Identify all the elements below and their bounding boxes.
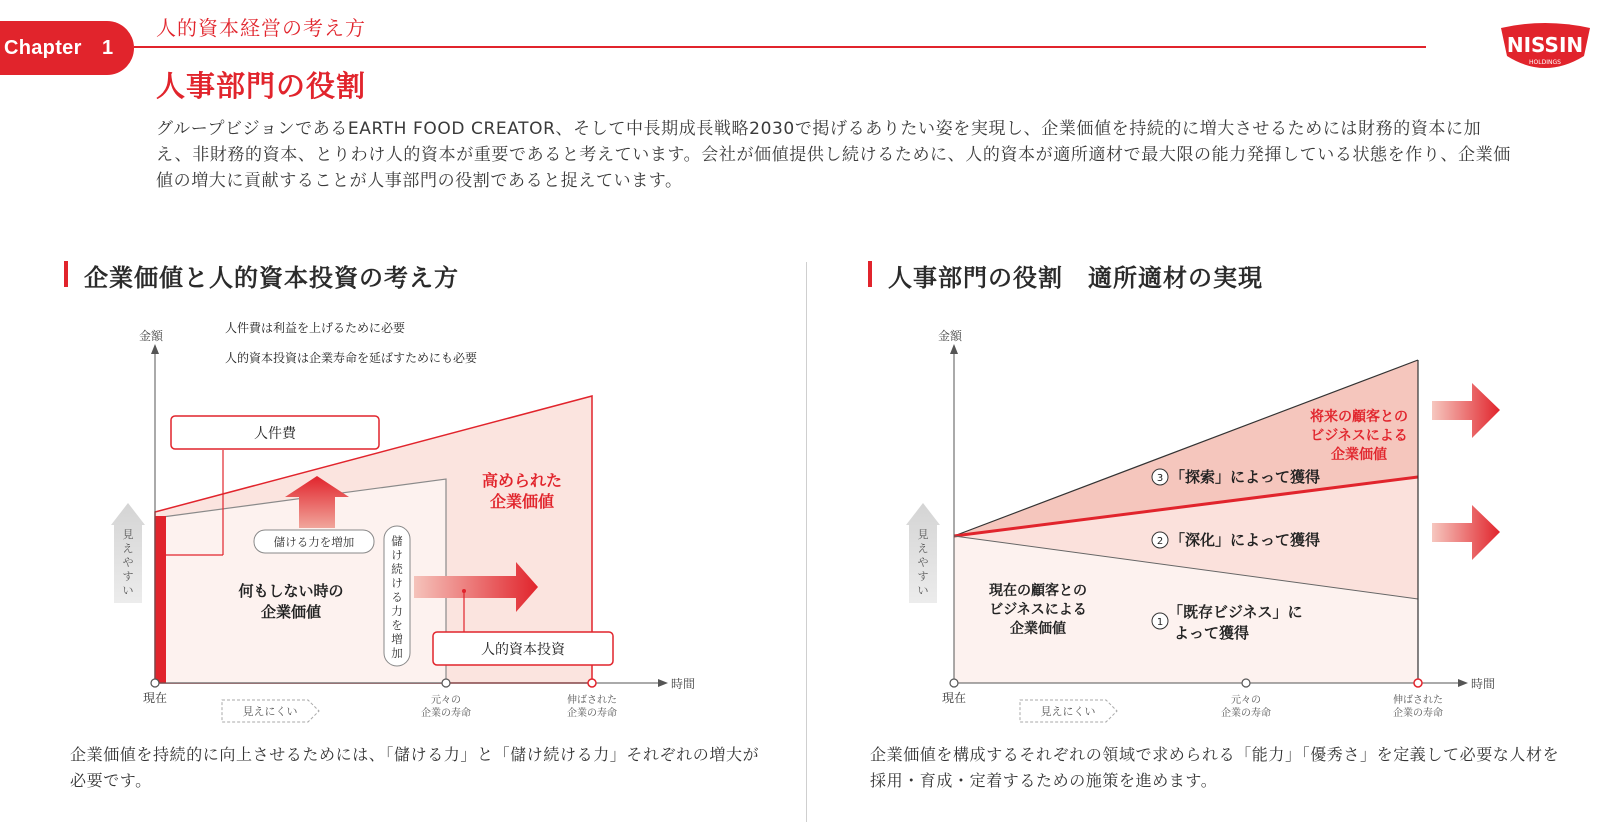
- future-line1: 将来の顧客との: [1310, 409, 1408, 425]
- invisible-label: 見えにくい: [242, 705, 298, 718]
- tick1-line1: 元々の: [431, 695, 461, 706]
- svg-text:加: 加: [391, 646, 403, 660]
- svg-text:け: け: [391, 576, 403, 590]
- y-axis-label: 金額: [139, 329, 164, 343]
- svg-text:す: す: [122, 570, 134, 583]
- deepen-label: 「深化」によって獲得: [1170, 531, 1321, 549]
- nothing-value-line2: 企業価値: [260, 603, 322, 621]
- tick1-line2: 企業の寿命: [421, 708, 471, 719]
- page-title: 人事部門の役割: [156, 69, 367, 103]
- left-section-title: 企業価値と人的資本投資の考え方: [64, 258, 459, 293]
- svg-text:や: や: [122, 556, 134, 569]
- tick-extended-life-right: [1414, 679, 1422, 687]
- tick-now-right: [950, 679, 958, 687]
- labor-cost-label: 人件費: [254, 426, 296, 442]
- svg-text:い: い: [917, 584, 929, 597]
- logo-sub: HOLDINGS: [1529, 59, 1561, 66]
- svg-text:え: え: [917, 542, 929, 555]
- x-axis-arrow-icon-right: [1458, 679, 1468, 687]
- svg-text:見: 見: [122, 528, 134, 541]
- raised-value-line2: 企業価値: [489, 492, 555, 511]
- svg-text:え: え: [122, 542, 134, 555]
- tick2-line2: 企業の寿命: [567, 708, 617, 719]
- tick1-line1-right: 元々の: [1231, 695, 1261, 706]
- header-subtitle: 人的資本経営の考え方: [156, 16, 366, 40]
- svg-text:増: 増: [391, 632, 403, 646]
- svg-text:2: 2: [1156, 536, 1164, 547]
- note-hc-investment: 人的資本投資は企業寿命を延ばすためにも必要: [225, 351, 478, 365]
- left-caption: 企業価値を持続的に向上させるためには、「儲ける力」と「儲け続ける力」それぞれの増大が必要です。: [70, 745, 760, 790]
- tick-original-life-right: [1242, 679, 1250, 687]
- intro-paragraph: グループビジョンであるEARTH FOOD CREATOR、そして中長期成長戦略2030で掲げるありたい姿を実現し、企業価値を持続的に増大させるためには財務的資本に加え、非財務的資本、とりわけ人的資本が重要であると考えています。会社が価値提供し続けるために、人的資本が適所適材で最大限の能力発揮している状態を作り、企業価値の増大に貢献することが人事部門の役割であると捉えています。: [156, 119, 1511, 191]
- visible-label-right: [918, 528, 929, 597]
- svg-text:1: 1: [1156, 617, 1164, 628]
- svg-text:け: け: [391, 548, 403, 562]
- right-section-title: 人事部門の役割 適所適材の実現: [868, 258, 1263, 293]
- tick2-line1-right: 伸ばされた: [1393, 695, 1443, 706]
- svg-text:3: 3: [1156, 473, 1164, 484]
- future-arrow-mid-icon: [1432, 505, 1500, 560]
- svg-text:す: す: [917, 570, 929, 583]
- now-label: 現在: [142, 691, 168, 705]
- svg-text:見: 見: [917, 528, 929, 541]
- current-line1: 現在の顧客との: [989, 583, 1087, 599]
- right-caption: 企業価値を構成するそれぞれの領域で求められる「能力」「優秀さ」を定義して必要な人材を採用・育成・定着するための施策を進めます。: [870, 745, 1560, 790]
- future-line2: ビジネスによる: [1310, 428, 1408, 444]
- svg-text:い: い: [122, 584, 134, 597]
- invisible-label-right: 見えにくい: [1040, 705, 1096, 718]
- raised-value-line1: 高められた: [481, 471, 563, 490]
- y-axis-label-right: 金額: [938, 329, 963, 343]
- hc-investment-label: 人的資本投資: [481, 642, 565, 658]
- svg-text:や: や: [917, 556, 929, 569]
- note-labor-cost: 人件費は利益を上げるために必要: [225, 321, 406, 335]
- logo-brand: NISSIN: [1506, 33, 1584, 57]
- future-line3: 企業価値: [1331, 447, 1387, 463]
- svg-text:る: る: [391, 590, 403, 604]
- tick1-line2-right: 企業の寿命: [1221, 708, 1271, 719]
- increase-earning-label: 儲ける力を増加: [273, 535, 355, 549]
- svg-text:続: 続: [391, 562, 403, 576]
- svg-text:儲: 儲: [391, 534, 403, 548]
- svg-text:力: 力: [391, 604, 403, 618]
- x-axis-label-right: 時間: [1471, 677, 1496, 691]
- explore-label: 「探索」によって獲得: [1170, 468, 1321, 486]
- current-line2: ビジネスによる: [989, 602, 1087, 618]
- tick2-line2-right: 企業の寿命: [1393, 708, 1443, 719]
- existing-line2: よって獲得: [1174, 624, 1250, 642]
- nothing-value-line1: 何もしない時の: [238, 582, 344, 600]
- existing-line1: 「既存ビジネス」に: [1168, 603, 1303, 621]
- y-axis-arrow-icon-right: [950, 344, 958, 354]
- x-axis-label: 時間: [671, 677, 696, 691]
- svg-text:を: を: [391, 618, 403, 632]
- current-line3: 企業価値: [1010, 621, 1066, 637]
- tick2-line1: 伸ばされた: [567, 695, 617, 706]
- now-label-right: 現在: [941, 691, 967, 705]
- chapter-tab: Chapter 1: [0, 21, 134, 75]
- future-arrow-top-icon: [1432, 383, 1500, 438]
